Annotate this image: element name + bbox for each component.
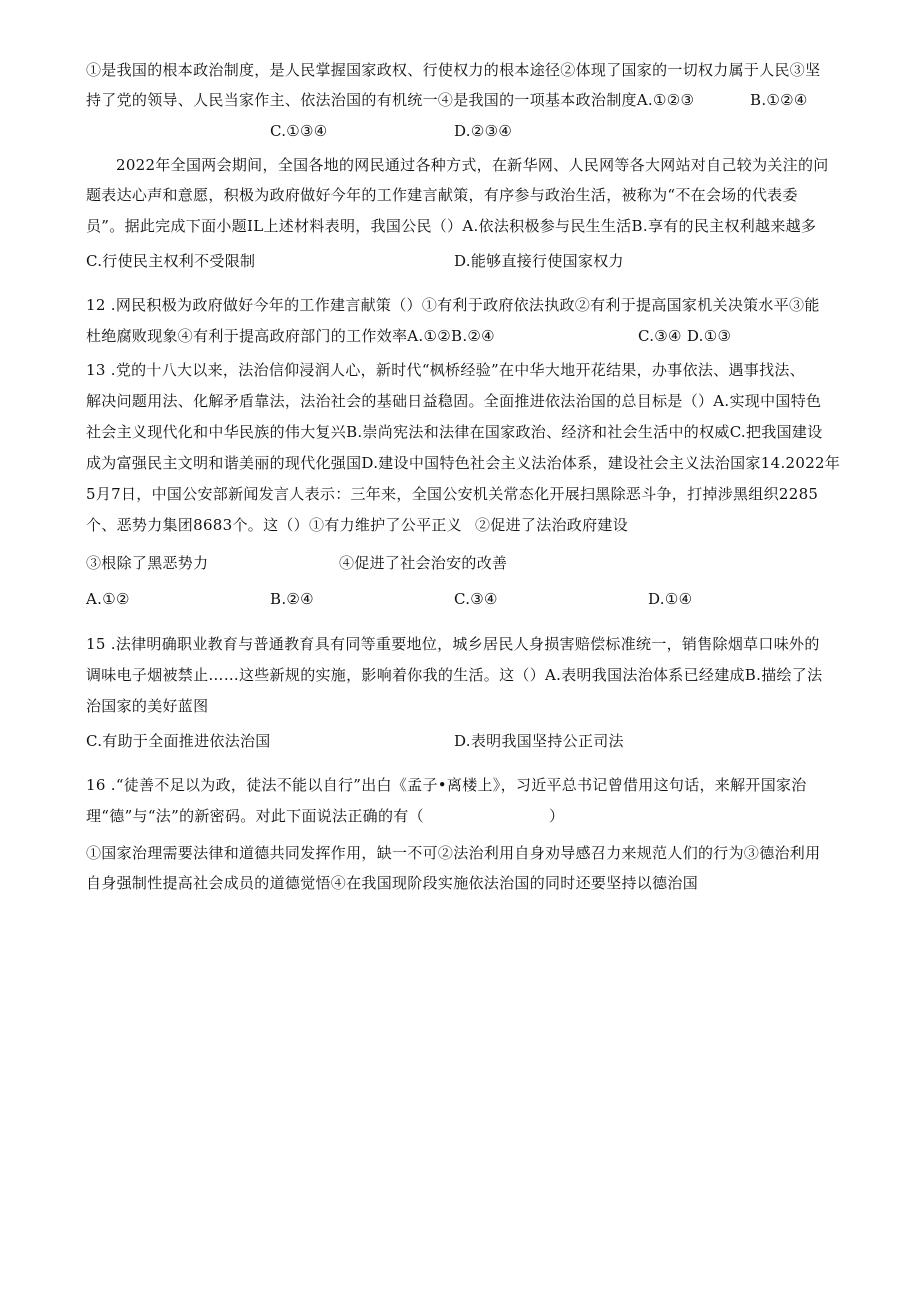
text-segment: 持了党的领导、人民当家作主、依法治国的有机统一④是我国的一项基本政治制度A.①②③ xyxy=(86,91,695,109)
text-line xyxy=(86,695,846,717)
text-segment: 员”。据此完成下面小题IL上述材料表明，我国公民（）A.依法积极参与民生生活B.享有的民主权利越来越多 xyxy=(86,217,817,235)
option-b: B.①②④ xyxy=(750,91,808,109)
text-line xyxy=(86,294,846,316)
text-line xyxy=(86,59,846,81)
text-segment: 治国家的美好蓝图 xyxy=(86,697,209,715)
statement-3: ③根除了黑恶势力 xyxy=(86,554,209,572)
text-line xyxy=(86,483,846,505)
option-d: D.①④ xyxy=(648,590,693,608)
text-line xyxy=(86,633,846,655)
text-line xyxy=(86,421,846,443)
text-line xyxy=(86,514,846,536)
question-13: 13 .党的十八大以来，法治信仰浸润人心，新时代“枫桥经验”在中华大地开花结果，办事依法、遇事找法、 xyxy=(86,361,805,379)
options-cd: C.③④ D.①③ xyxy=(638,327,732,345)
text-line xyxy=(86,89,846,111)
text-line xyxy=(86,359,846,381)
text-line xyxy=(86,250,846,272)
text-line xyxy=(86,184,846,206)
text-line xyxy=(86,154,846,176)
text-line xyxy=(86,215,846,237)
text-segment: 2022年全国两会期间，全国各地的网民通过各种方式，在新华网、人民网等各大网站对自己较为关注的问 xyxy=(116,156,829,174)
option-a: A.①② xyxy=(86,590,130,608)
answer-blank-close: ） xyxy=(549,807,565,825)
text-segment: 个、恶势力集团8683个。这（）①有力维护了公平正义 xyxy=(86,516,462,534)
text-line xyxy=(86,325,846,347)
option-c: C.①③④ xyxy=(270,122,328,140)
text-segment: ①国家治理需要法律和道德共同发挥作用，缺一不可②法治利用自身劝导感召力来规范人们的行为③德治利用 xyxy=(86,844,821,862)
text-segment: 理“德”与“法”的新密码。对此下面说法正确的有（ xyxy=(86,807,424,825)
text-segment: 成为富强民主文明和谐美丽的现代化强国D.建设中国特色社会主义法治体系，建设社会主义法治国家14.2022年 xyxy=(86,454,841,472)
text-line xyxy=(86,588,846,610)
text-segment: 社会主义现代化和中华民族的伟大复兴B.崇尚宪法和法律在国家政治、经济和社会生活中的权威C.把我国建设 xyxy=(86,423,823,441)
text-line xyxy=(86,390,846,412)
question-12: 12 .网民积极为政府做好今年的工作建言献策（）①有利于政府依法执政②有利于提高国家机关决策水平③能 xyxy=(86,296,820,314)
option-c: C.行使民主权利不受限制 xyxy=(86,252,256,270)
option-d: D.能够直接行使国家权力 xyxy=(454,252,624,270)
statement-4: ④促进了社会治安的改善 xyxy=(339,554,508,572)
text-segment: 题表达心声和意愿，积极为政府做好今年的工作建言献策，有序参与政治生活，被称为“不在会场的代表委 xyxy=(86,186,798,204)
option-c: C.③④ xyxy=(454,590,498,608)
option-d: D.表明我国坚持公正司法 xyxy=(454,732,624,750)
text-segment: 杜绝腐败现象④有利于提高政府部门的工作效率A.①②B.②④ xyxy=(86,327,495,345)
text-line xyxy=(86,664,846,686)
option-b: B.②④ xyxy=(270,590,314,608)
text-segment: 5月7日，中国公安部新闻发言人表示：三年来，全国公安机关常态化开展扫黑除恶斗争，打掉涉黑组织2285 xyxy=(86,485,819,503)
question-15: 15 .法律明确职业教育与普通教育具有同等重要地位，城乡居民人身损害赔偿标准统一，销售除烟草口味外的 xyxy=(86,635,820,653)
text-segment: 解决问题用法、化解矛盾靠法，法治社会的基础日益稳固。全面推进依法治国的总目标是（）A.实现中国特色 xyxy=(86,392,822,410)
text-line xyxy=(86,805,846,827)
text-line xyxy=(86,120,846,142)
text-line xyxy=(86,730,846,752)
question-16: 16 .“徒善不足以为政，徒法不能以自行”出白《孟子•离楼上》，习近平总书记曾借用这句话，来解开国家治 xyxy=(86,776,807,794)
text-line xyxy=(86,774,846,796)
text-segment: ①是我国的根本政治制度，是人民掌握国家政权、行使权力的根本途径②体现了国家的一切权力属于人民③坚 xyxy=(86,61,821,79)
text-segment: 自身强制性提高社会成员的道德觉悟④在我国现阶段实施依法治国的同时还要坚持以德治国 xyxy=(86,874,699,892)
text-segment: 调味电子烟被禁止……这些新规的实施，影响着你我的生活。这（）A.表明我国法治体系已经建成B.描绘了法 xyxy=(86,666,823,684)
text-line xyxy=(86,452,846,474)
text-line xyxy=(86,552,846,574)
text-line xyxy=(86,872,846,894)
statement-2: ②促进了法治政府建设 xyxy=(475,516,629,534)
option-d: D.②③④ xyxy=(454,122,513,140)
text-line xyxy=(86,842,846,864)
option-c: C.有助于全面推进依法治国 xyxy=(86,732,271,750)
